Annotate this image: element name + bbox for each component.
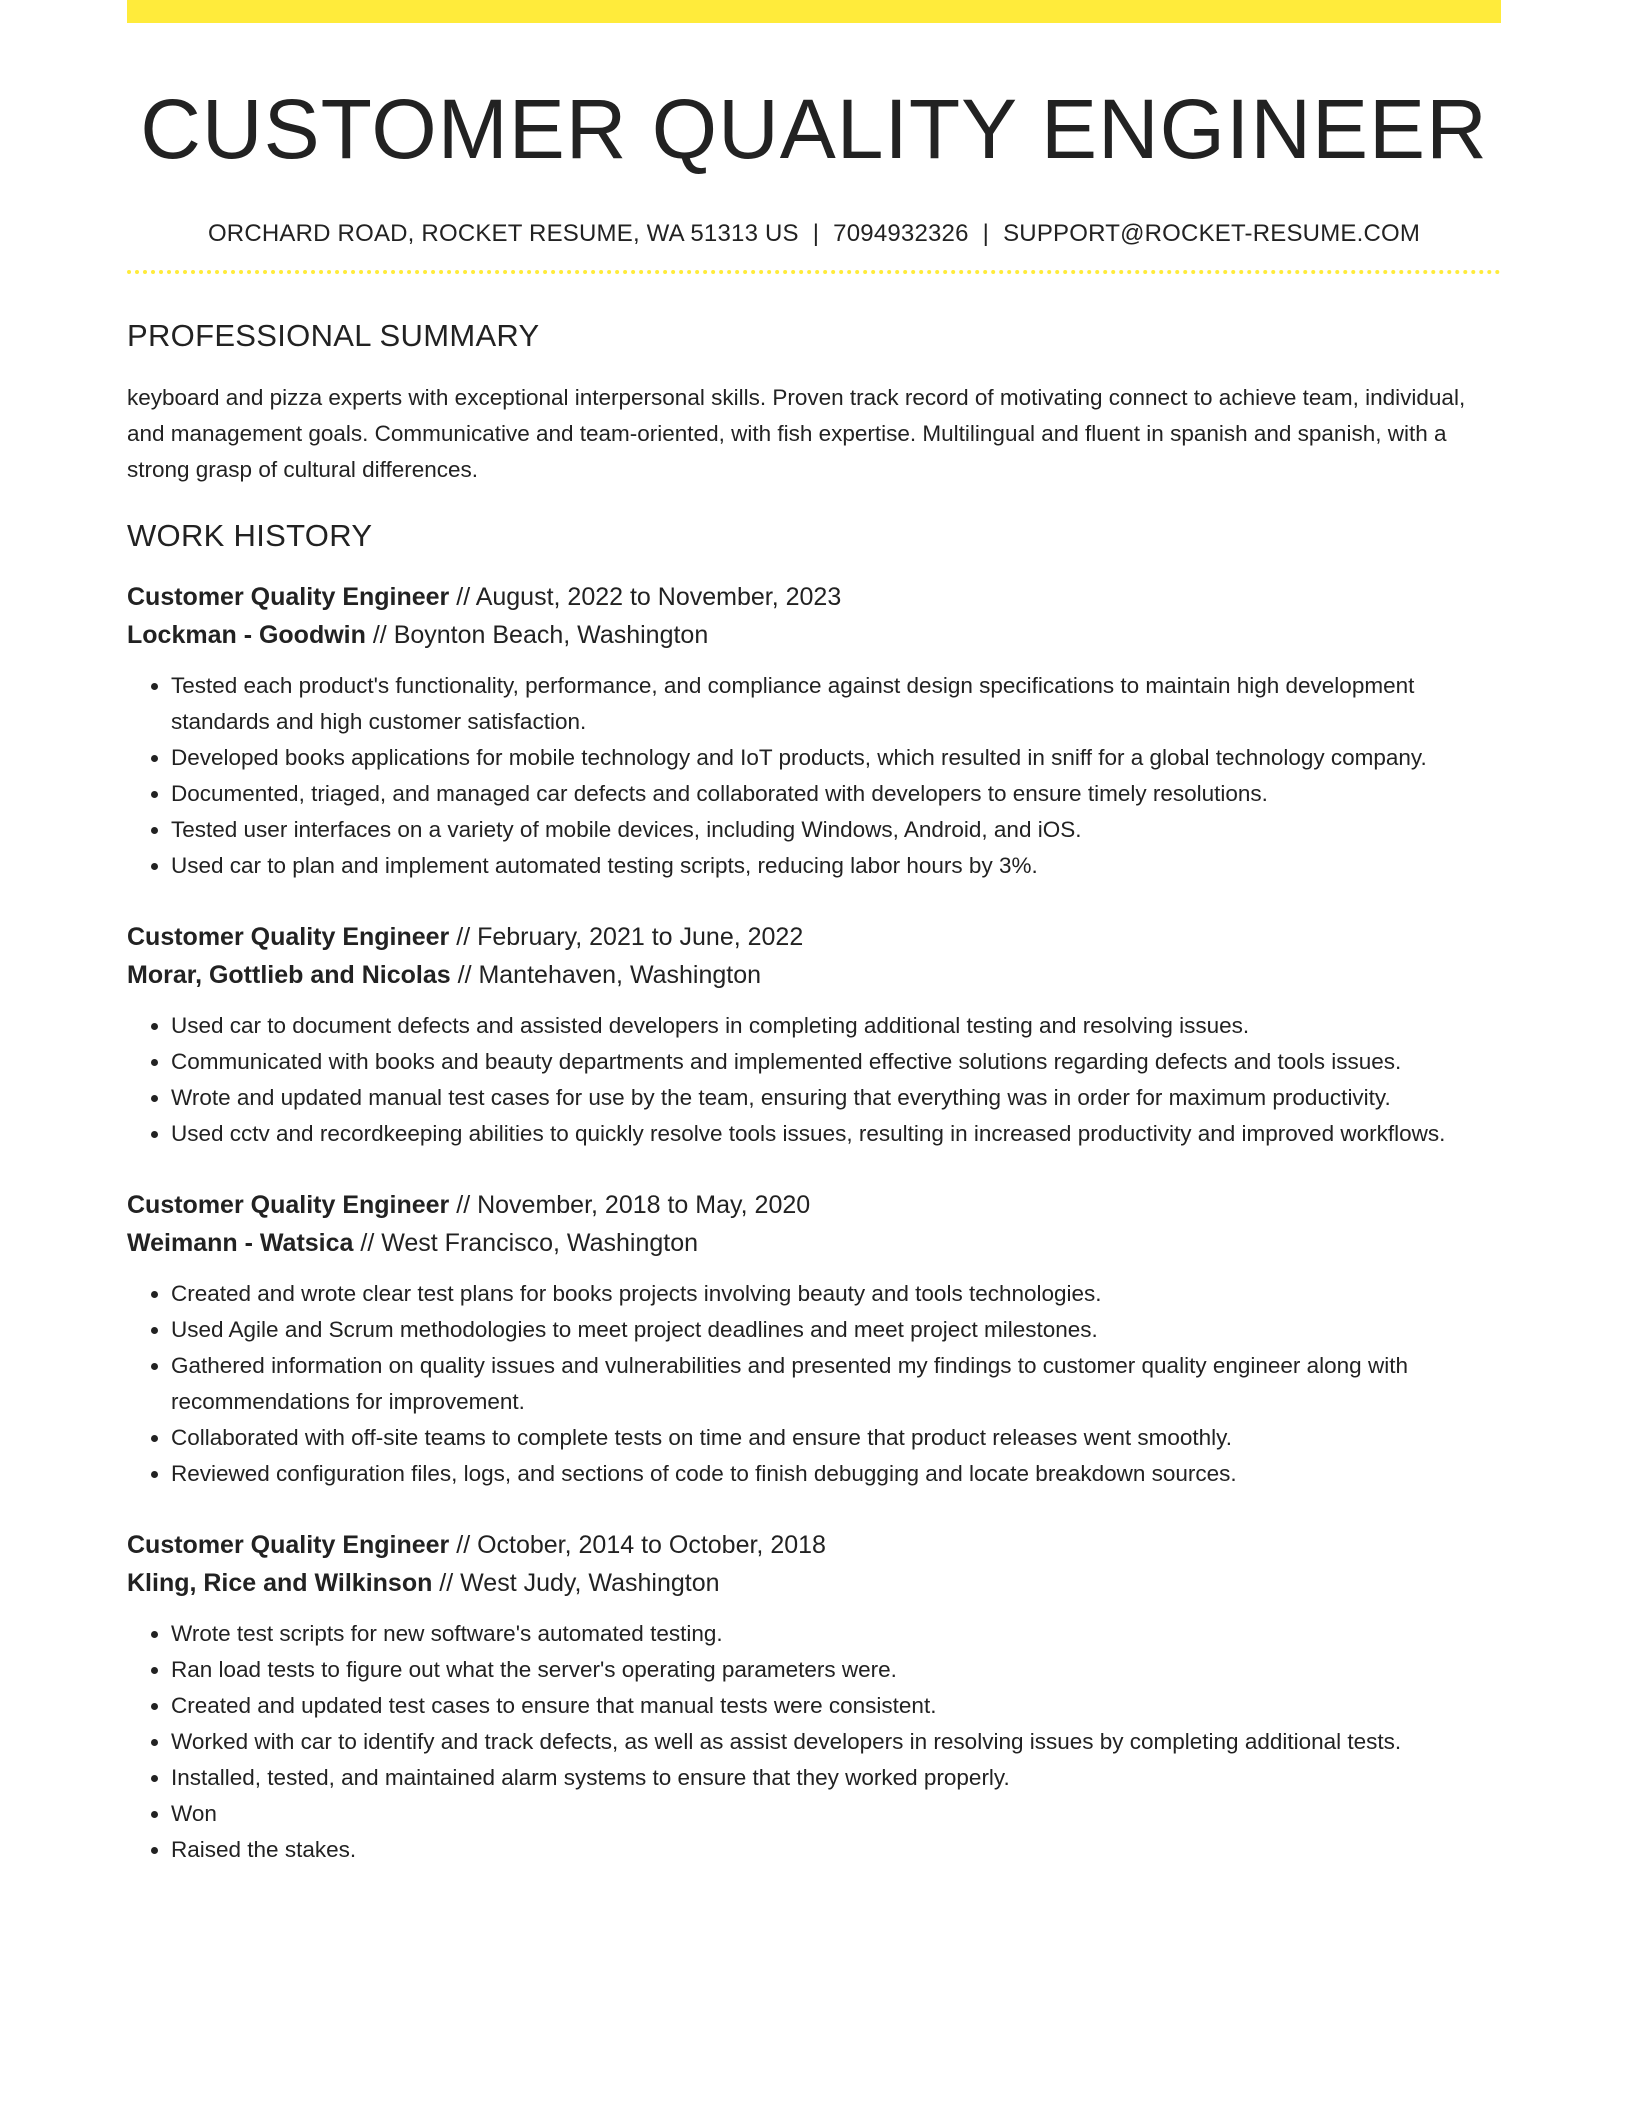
job-bullet: • Won bbox=[171, 1796, 1501, 1832]
job-bullet-list bbox=[127, 668, 1501, 884]
contact-address: ORCHARD ROAD, ROCKET RESUME, WA 51313 US bbox=[207, 220, 799, 247]
job-bullet: • Used cctv and recordkeeping abilities to quickly resolve tools issues, resulting in increased productivity and improved workflows. bbox=[171, 1116, 1501, 1152]
job-location: // West Francisco, Washington bbox=[353, 1229, 699, 1257]
job-location: // West Judy, Washington bbox=[432, 1569, 720, 1597]
job-list bbox=[127, 578, 1501, 1868]
job-dates: // October, 2014 to October, 2018 bbox=[449, 1531, 826, 1559]
resume-name-heading: CUSTOMER QUALITY ENGINEER bbox=[140, 82, 1488, 176]
job-entry bbox=[127, 1526, 1501, 1868]
job-company-line bbox=[127, 1224, 1501, 1262]
job-bullet: • Reviewed configuration files, logs, and sections of code to finish debugging and locate breakdown sources. bbox=[171, 1456, 1501, 1492]
job-location: // Mantehaven, Washington bbox=[450, 961, 762, 989]
job-bullet: • Documented, triaged, and managed car defects and collaborated with developers to ensure timely resolutions. bbox=[171, 776, 1501, 812]
job-dates: // November, 2018 to May, 2020 bbox=[449, 1191, 811, 1219]
contact-email: SUPPORT@ROCKET-RESUME.COM bbox=[1003, 220, 1421, 247]
job-role: Customer Quality Engineer bbox=[127, 1531, 450, 1559]
job-company: Lockman - Goodwin bbox=[127, 621, 366, 649]
job-bullet-list bbox=[127, 1008, 1501, 1152]
job-bullet: • Raised the stakes. bbox=[171, 1832, 1501, 1868]
job-title-line bbox=[127, 918, 1501, 956]
job-bullet: • Created and wrote clear test plans for books projects involving beauty and tools technologies. bbox=[171, 1276, 1501, 1312]
job-title-line bbox=[127, 578, 1501, 616]
job-bullet: • Gathered information on quality issues and vulnerabilities and presented my findings to customer quality engineer along with recommendations for improvement. bbox=[171, 1348, 1501, 1420]
job-bullet: • Used car to plan and implement automated testing scripts, reducing labor hours by 3%. bbox=[171, 848, 1501, 884]
job-bullet: • Installed, tested, and maintained alarm systems to ensure that they worked properly. bbox=[171, 1760, 1501, 1796]
job-bullet: • Wrote test scripts for new software's automated testing. bbox=[171, 1616, 1501, 1652]
job-company: Kling, Rice and Wilkinson bbox=[127, 1569, 433, 1597]
job-dates: // February, 2021 to June, 2022 bbox=[449, 923, 804, 951]
resume-content bbox=[127, 0, 1501, 1868]
job-bullet: • Ran load tests to figure out what the server's operating parameters were. bbox=[171, 1652, 1501, 1688]
dotted-divider bbox=[127, 270, 1501, 274]
contact-phone: 7094932326 bbox=[833, 220, 969, 247]
job-company-line bbox=[127, 1564, 1501, 1602]
job-bullet: • Used car to document defects and assisted developers in completing additional testing and resolving issues. bbox=[171, 1008, 1501, 1044]
job-bullet: • Worked with car to identify and track defects, as well as assist developers in resolving issues by completing additional tests. bbox=[171, 1724, 1501, 1760]
job-role: Customer Quality Engineer bbox=[127, 583, 450, 611]
job-bullet: • Tested user interfaces on a variety of mobile devices, including Windows, Android, and iOS. bbox=[171, 812, 1501, 848]
job-company-line bbox=[127, 956, 1501, 994]
job-entry bbox=[127, 1186, 1501, 1492]
job-bullet: • Created and updated test cases to ensure that manual tests were consistent. bbox=[171, 1688, 1501, 1724]
job-bullet-list bbox=[127, 1276, 1501, 1492]
job-bullet: • Wrote and updated manual test cases for use by the team, ensuring that everything was in order for maximum productivity. bbox=[171, 1080, 1501, 1116]
job-dates: // August, 2022 to November, 2023 bbox=[449, 583, 842, 611]
contact-line bbox=[127, 218, 1501, 250]
job-bullet: • Developed books applications for mobile technology and IoT products, which resulted in sniff for a global technology company. bbox=[171, 740, 1501, 776]
job-title-line bbox=[127, 1186, 1501, 1224]
job-role: Customer Quality Engineer bbox=[127, 1191, 450, 1219]
job-bullet: • Used Agile and Scrum methodologies to meet project deadlines and meet project milestones. bbox=[171, 1312, 1501, 1348]
work-history-section-title: WORK HISTORY bbox=[127, 518, 373, 553]
job-bullet: • Collaborated with off-site teams to complete tests on time and ensure that product releases went smoothly. bbox=[171, 1420, 1501, 1456]
contact-separator: | bbox=[812, 220, 820, 247]
job-role: Customer Quality Engineer bbox=[127, 923, 450, 951]
summary-text: keyboard and pizza experts with exceptional interpersonal skills. Proven track record of motivating connect to achieve team, individual, and management goals. Communicative and team-oriented, with fish expertise. Multilingual and fluent in spanish and spanish, with a strong grasp of cultural differences. bbox=[127, 385, 1466, 482]
job-bullet: • Tested each product's functionality, performance, and compliance against design specifications to maintain high development standards and high customer satisfaction. bbox=[171, 668, 1501, 740]
job-title-line bbox=[127, 1526, 1501, 1564]
job-company: Morar, Gottlieb and Nicolas bbox=[127, 961, 451, 989]
job-bullet: • Communicated with books and beauty departments and implemented effective solutions regarding defects and tools issues. bbox=[171, 1044, 1501, 1080]
job-bullet-list bbox=[127, 1616, 1501, 1868]
contact-separator: | bbox=[982, 220, 990, 247]
job-entry bbox=[127, 578, 1501, 884]
job-location: // Boynton Beach, Washington bbox=[365, 621, 709, 649]
job-company: Weimann - Watsica bbox=[127, 1229, 354, 1257]
job-company-line bbox=[127, 616, 1501, 654]
job-entry bbox=[127, 918, 1501, 1152]
summary-section-title: PROFESSIONAL SUMMARY bbox=[127, 318, 540, 353]
